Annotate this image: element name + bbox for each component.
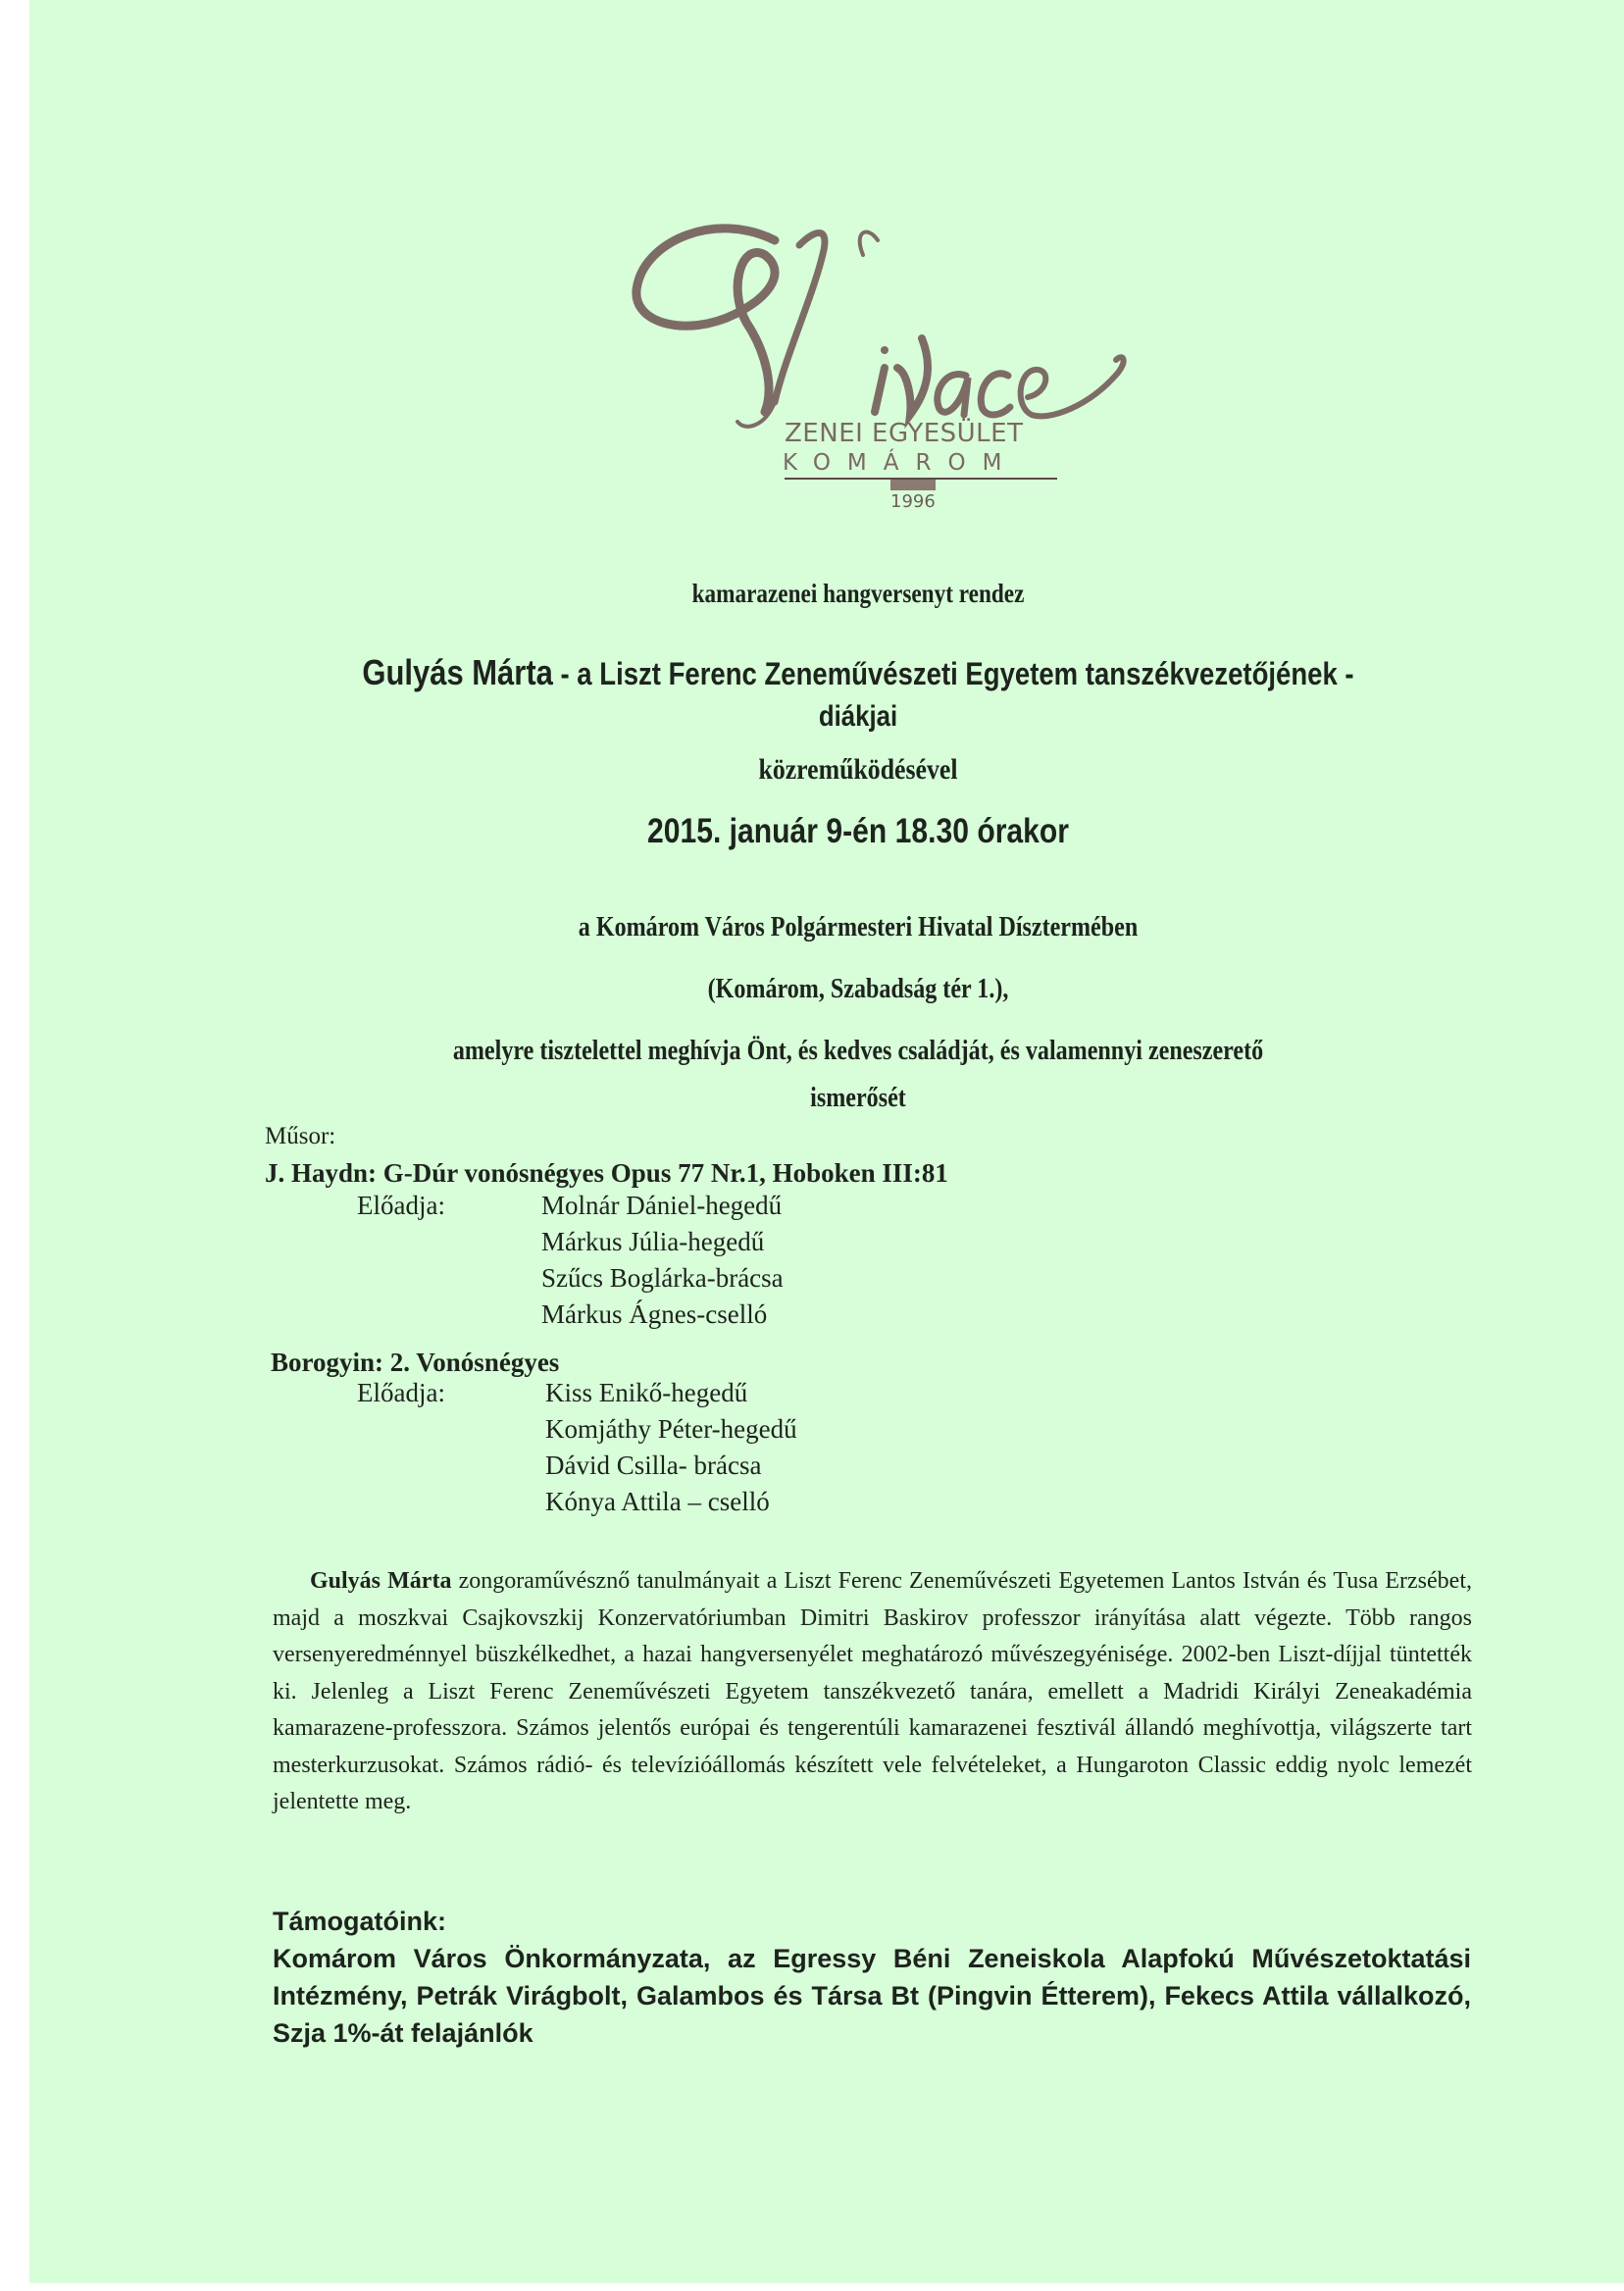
participation-line: közreműködésével	[758, 753, 958, 786]
performer-label: Előadja:	[357, 1191, 445, 1220]
piece-title: J. Haydn: G-Dúr vonósnégyes Opus 77 Nr.1, Hoboken III:81	[265, 1158, 948, 1188]
host-name: Gulyás Márta	[362, 652, 553, 692]
performer: Kónya Attila – cselló	[545, 1487, 770, 1516]
sponsors-section	[273, 1903, 1471, 2052]
sponsors-list: Komárom Város Önkormányzata, az Egressy Béni Zeneiskola Alapfokú Művészetoktatási Intézmény, Petrák Virágbolt, Galambos és Társa Bt (Pingvin Étterem), Fekecs Attila vállalkozó, Szja 1%-át felajánlók	[273, 1944, 1471, 2048]
performer: Márkus Júlia-hegedű	[541, 1227, 765, 1256]
event-address: (Komárom, Szabadság tér 1.),	[707, 974, 1009, 1004]
performer: Komjáthy Péter-hegedű	[545, 1414, 797, 1444]
invitation-line: amelyre tisztelettel meghívja Önt, és kedves családját, és valamennyi zeneszerető	[452, 1036, 1264, 1066]
logo-year-block	[890, 480, 936, 490]
students-line: diákjai	[818, 700, 898, 733]
event-date: 2015. január 9-én 18.30 órakor	[647, 812, 1069, 850]
performer: Molnár Dániel-hegedű	[541, 1191, 783, 1220]
performer: Kiss Enikő-hegedű	[545, 1378, 748, 1407]
sponsors-title: Támogatóink:	[273, 1907, 447, 1936]
program-label: Műsor:	[265, 1123, 336, 1149]
piece-title: Borogyin: 2. Vonósnégyes	[271, 1348, 560, 1377]
performer: Szűcs Boglárka-brácsa	[541, 1263, 784, 1293]
logo-year: 1996	[890, 491, 936, 512]
performer: Márkus Ágnes-cselló	[541, 1299, 768, 1329]
host-description: - a Liszt Ferenc Zeneművészeti Egyetem tanszékvezetőjének -	[552, 656, 1354, 691]
host-line	[331, 652, 1386, 693]
performer: Dávid Csilla- brácsa	[545, 1451, 762, 1480]
vivace-wordmark-icon	[628, 201, 1138, 436]
logo-city: KOMÁROM	[783, 450, 1019, 476]
performer-list	[545, 1376, 797, 1521]
logo-subtitle: ZENEI EGYESÜLET	[785, 419, 1024, 448]
performer-label: Előadja:	[357, 1378, 445, 1407]
event-venue: a Komárom Város Polgármesteri Hivatal Dísztermében	[578, 912, 1139, 942]
vivace-logo	[628, 201, 1138, 525]
performer-list	[541, 1189, 784, 1334]
intro-line: kamarazenei hangversenyt rendez	[691, 579, 1025, 608]
artist-biography	[273, 1563, 1472, 1821]
bio-name: Gulyás Márta	[310, 1568, 452, 1594]
invitation-line-cont: ismerősét	[810, 1083, 906, 1113]
bio-text: zongoraművésznő tanulmányait a Liszt Ferenc Zeneművészeti Egyetemen Lantos István és Tusa Erzsébet, majd a moszkvai Csajkovszkij Konzervatóriumban Dimitri Baskirov professzor irányítása alatt végezte. Több rangos versenyeredménnyel büszkélkedhet, a hazai hangversenyélet meghatározó művészegyénisége. 2002-ben Liszt-díjjal tüntették ki. Jelenleg a Liszt Ferenc Zeneművészeti Egyetem tanszékvezető tanára, emellett a Madridi Királyi Zeneakadémia kamarazene-professzora. Számos jelentős európai és tengerentúli kamarazenei fesztivál állandó meghívottja, világszerte tart mesterkurzusokat. Számos rádió- és televízióállomás készített vele felvételeket, a Hungaroton Classic eddig nyolc lemezét jelentette meg.	[273, 1568, 1472, 1814]
